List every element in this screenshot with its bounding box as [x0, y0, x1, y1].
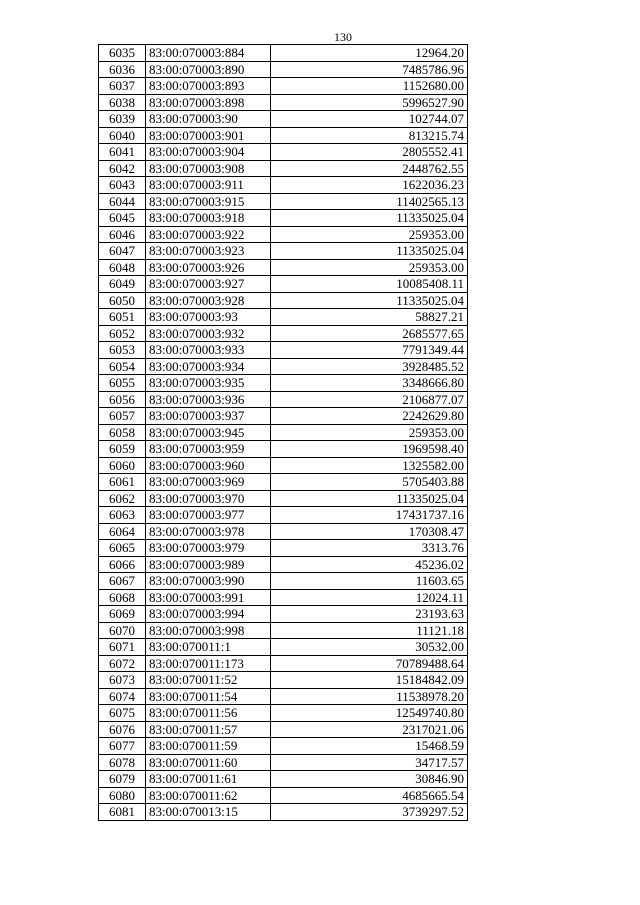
table-row — [99, 721, 468, 738]
cadastral-value: 17431737.16 — [271, 507, 468, 524]
table-row — [99, 243, 468, 260]
row-number: 6039 — [99, 111, 146, 128]
table-row — [99, 144, 468, 161]
row-number: 6075 — [99, 705, 146, 722]
row-number: 6060 — [99, 457, 146, 474]
row-number: 6048 — [99, 259, 146, 276]
row-number: 6072 — [99, 655, 146, 672]
row-number: 6050 — [99, 292, 146, 309]
cadastral-value: 11538978.20 — [271, 688, 468, 705]
page-number: 130 — [334, 30, 352, 44]
cadastral-value: 1622036.23 — [271, 177, 468, 194]
row-number: 6049 — [99, 276, 146, 293]
row-number: 6041 — [99, 144, 146, 161]
cadastral-number: 83:00:070003:959 — [146, 441, 271, 458]
cadastral-value: 11402565.13 — [271, 193, 468, 210]
row-number: 6069 — [99, 606, 146, 623]
cadastral-number: 83:00:070011:56 — [146, 705, 271, 722]
table-row — [99, 325, 468, 342]
table-row — [99, 45, 468, 62]
table-row — [99, 342, 468, 359]
table-row — [99, 474, 468, 491]
cadastral-number: 83:00:070003:893 — [146, 78, 271, 95]
cadastral-number: 83:00:070003:93 — [146, 309, 271, 326]
cadastral-number: 83:00:070003:991 — [146, 589, 271, 606]
cadastral-number: 83:00:070003:901 — [146, 127, 271, 144]
cadastral-number: 83:00:070003:933 — [146, 342, 271, 359]
table-row — [99, 61, 468, 78]
cadastral-value: 11335025.04 — [271, 292, 468, 309]
cadastral-number: 83:00:070003:977 — [146, 507, 271, 524]
table-row — [99, 705, 468, 722]
row-number: 6042 — [99, 160, 146, 177]
row-number: 6073 — [99, 672, 146, 689]
cadastral-number: 83:00:070003:904 — [146, 144, 271, 161]
cadastral-number: 83:00:070003:998 — [146, 622, 271, 639]
table-row — [99, 292, 468, 309]
table-row — [99, 573, 468, 590]
cadastral-value: 170308.47 — [271, 523, 468, 540]
cadastral-value-table — [98, 44, 468, 821]
cadastral-number: 83:00:070011:62 — [146, 787, 271, 804]
row-number: 6055 — [99, 375, 146, 392]
cadastral-value: 30532.00 — [271, 639, 468, 656]
cadastral-value: 12549740.80 — [271, 705, 468, 722]
table-body — [99, 45, 468, 821]
row-number: 6046 — [99, 226, 146, 243]
row-number: 6043 — [99, 177, 146, 194]
cadastral-number: 83:00:070011:54 — [146, 688, 271, 705]
cadastral-number: 83:00:070003:927 — [146, 276, 271, 293]
cadastral-value: 7485786.96 — [271, 61, 468, 78]
table-row — [99, 441, 468, 458]
table-row — [99, 193, 468, 210]
table-row — [99, 457, 468, 474]
row-number: 6076 — [99, 721, 146, 738]
cadastral-value: 7791349.44 — [271, 342, 468, 359]
table-row — [99, 754, 468, 771]
row-number: 6078 — [99, 754, 146, 771]
table-row — [99, 556, 468, 573]
cadastral-value: 259353.00 — [271, 424, 468, 441]
cadastral-value: 12024.11 — [271, 589, 468, 606]
cadastral-number: 83:00:070003:969 — [146, 474, 271, 491]
row-number: 6070 — [99, 622, 146, 639]
cadastral-value: 3928485.52 — [271, 358, 468, 375]
cadastral-value: 2448762.55 — [271, 160, 468, 177]
cadastral-value: 2242629.80 — [271, 408, 468, 425]
table-row — [99, 358, 468, 375]
row-number: 6059 — [99, 441, 146, 458]
table-row — [99, 424, 468, 441]
cadastral-number: 83:00:070011:1 — [146, 639, 271, 656]
table-row — [99, 210, 468, 227]
row-number: 6047 — [99, 243, 146, 260]
row-number: 6054 — [99, 358, 146, 375]
cadastral-value: 5996527.90 — [271, 94, 468, 111]
cadastral-number: 83:00:070011:59 — [146, 738, 271, 755]
cadastral-number: 83:00:070003:928 — [146, 292, 271, 309]
table-row — [99, 391, 468, 408]
cadastral-value: 70789488.64 — [271, 655, 468, 672]
table-row — [99, 523, 468, 540]
row-number: 6079 — [99, 771, 146, 788]
row-number: 6052 — [99, 325, 146, 342]
table-row — [99, 408, 468, 425]
table-row — [99, 639, 468, 656]
table-row — [99, 226, 468, 243]
cadastral-value: 102744.07 — [271, 111, 468, 128]
cadastral-value: 45236.02 — [271, 556, 468, 573]
cadastral-number: 83:00:070003:898 — [146, 94, 271, 111]
table-row — [99, 375, 468, 392]
cadastral-number: 83:00:070011:60 — [146, 754, 271, 771]
cadastral-value: 11335025.04 — [271, 490, 468, 507]
row-number: 6080 — [99, 787, 146, 804]
cadastral-value: 58827.21 — [271, 309, 468, 326]
row-number: 6063 — [99, 507, 146, 524]
cadastral-number: 83:00:070003:937 — [146, 408, 271, 425]
table-row — [99, 94, 468, 111]
table-row — [99, 309, 468, 326]
cadastral-number: 83:00:070003:945 — [146, 424, 271, 441]
row-number: 6066 — [99, 556, 146, 573]
table-row — [99, 672, 468, 689]
cadastral-number: 83:00:070003:935 — [146, 375, 271, 392]
row-number: 6074 — [99, 688, 146, 705]
cadastral-value: 15184842.09 — [271, 672, 468, 689]
row-number: 6053 — [99, 342, 146, 359]
row-number: 6057 — [99, 408, 146, 425]
row-number: 6068 — [99, 589, 146, 606]
cadastral-number: 83:00:070003:911 — [146, 177, 271, 194]
cadastral-number: 83:00:070013:15 — [146, 804, 271, 821]
cadastral-number: 83:00:070003:994 — [146, 606, 271, 623]
table-row — [99, 804, 468, 821]
table-row — [99, 490, 468, 507]
row-number: 6081 — [99, 804, 146, 821]
row-number: 6065 — [99, 540, 146, 557]
cadastral-value: 1152680.00 — [271, 78, 468, 95]
cadastral-number: 83:00:070011:52 — [146, 672, 271, 689]
row-number: 6061 — [99, 474, 146, 491]
row-number: 6040 — [99, 127, 146, 144]
cadastral-value: 15468.59 — [271, 738, 468, 755]
cadastral-value: 23193.63 — [271, 606, 468, 623]
cadastral-number: 83:00:070003:923 — [146, 243, 271, 260]
row-number: 6064 — [99, 523, 146, 540]
row-number: 6071 — [99, 639, 146, 656]
cadastral-number: 83:00:070003:990 — [146, 573, 271, 590]
cadastral-value: 11335025.04 — [271, 210, 468, 227]
cadastral-value: 1969598.40 — [271, 441, 468, 458]
cadastral-value: 3348666.80 — [271, 375, 468, 392]
cadastral-value: 259353.00 — [271, 259, 468, 276]
cadastral-number: 83:00:070003:915 — [146, 193, 271, 210]
row-number: 6035 — [99, 45, 146, 62]
cadastral-number: 83:00:070003:918 — [146, 210, 271, 227]
cadastral-number: 83:00:070011:61 — [146, 771, 271, 788]
table-row — [99, 787, 468, 804]
row-number: 6045 — [99, 210, 146, 227]
table-row — [99, 276, 468, 293]
table-row — [99, 589, 468, 606]
cadastral-number: 83:00:070003:90 — [146, 111, 271, 128]
cadastral-number: 83:00:070003:936 — [146, 391, 271, 408]
cadastral-value: 5705403.88 — [271, 474, 468, 491]
cadastral-number: 83:00:070003:989 — [146, 556, 271, 573]
cadastral-number: 83:00:070003:908 — [146, 160, 271, 177]
cadastral-number: 83:00:070003:934 — [146, 358, 271, 375]
row-number: 6044 — [99, 193, 146, 210]
cadastral-value: 10085408.11 — [271, 276, 468, 293]
cadastral-value: 3313.76 — [271, 540, 468, 557]
cadastral-value: 11335025.04 — [271, 243, 468, 260]
cadastral-number: 83:00:070011:57 — [146, 721, 271, 738]
row-number: 6051 — [99, 309, 146, 326]
cadastral-number: 83:00:070003:960 — [146, 457, 271, 474]
cadastral-value: 12964.20 — [271, 45, 468, 62]
cadastral-number: 83:00:070003:922 — [146, 226, 271, 243]
table-row — [99, 177, 468, 194]
cadastral-number: 83:00:070011:173 — [146, 655, 271, 672]
cadastral-number: 83:00:070003:890 — [146, 61, 271, 78]
table-row — [99, 540, 468, 557]
cadastral-number: 83:00:070003:979 — [146, 540, 271, 557]
cadastral-number: 83:00:070003:970 — [146, 490, 271, 507]
row-number: 6036 — [99, 61, 146, 78]
cadastral-number: 83:00:070003:932 — [146, 325, 271, 342]
table-row — [99, 688, 468, 705]
table-row — [99, 622, 468, 639]
cadastral-number: 83:00:070003:926 — [146, 259, 271, 276]
table-row — [99, 259, 468, 276]
cadastral-value: 4685665.54 — [271, 787, 468, 804]
row-number: 6037 — [99, 78, 146, 95]
cadastral-number: 83:00:070003:884 — [146, 45, 271, 62]
table-row — [99, 160, 468, 177]
table-row — [99, 771, 468, 788]
cadastral-value: 34717.57 — [271, 754, 468, 771]
cadastral-value: 3739297.52 — [271, 804, 468, 821]
table-row — [99, 738, 468, 755]
cadastral-value: 2685577.65 — [271, 325, 468, 342]
table-row — [99, 111, 468, 128]
cadastral-number: 83:00:070003:978 — [146, 523, 271, 540]
table-row — [99, 78, 468, 95]
table-row — [99, 606, 468, 623]
row-number: 6058 — [99, 424, 146, 441]
row-number: 6038 — [99, 94, 146, 111]
row-number: 6062 — [99, 490, 146, 507]
cadastral-value: 813215.74 — [271, 127, 468, 144]
row-number: 6056 — [99, 391, 146, 408]
cadastral-value: 11121.18 — [271, 622, 468, 639]
cadastral-value: 2805552.41 — [271, 144, 468, 161]
row-number: 6067 — [99, 573, 146, 590]
table-row — [99, 127, 468, 144]
table-row — [99, 655, 468, 672]
cadastral-value: 30846.90 — [271, 771, 468, 788]
cadastral-value: 1325582.00 — [271, 457, 468, 474]
cadastral-value: 2106877.07 — [271, 391, 468, 408]
cadastral-value: 259353.00 — [271, 226, 468, 243]
cadastral-value: 2317021.06 — [271, 721, 468, 738]
row-number: 6077 — [99, 738, 146, 755]
cadastral-value: 11603.65 — [271, 573, 468, 590]
table-row — [99, 507, 468, 524]
